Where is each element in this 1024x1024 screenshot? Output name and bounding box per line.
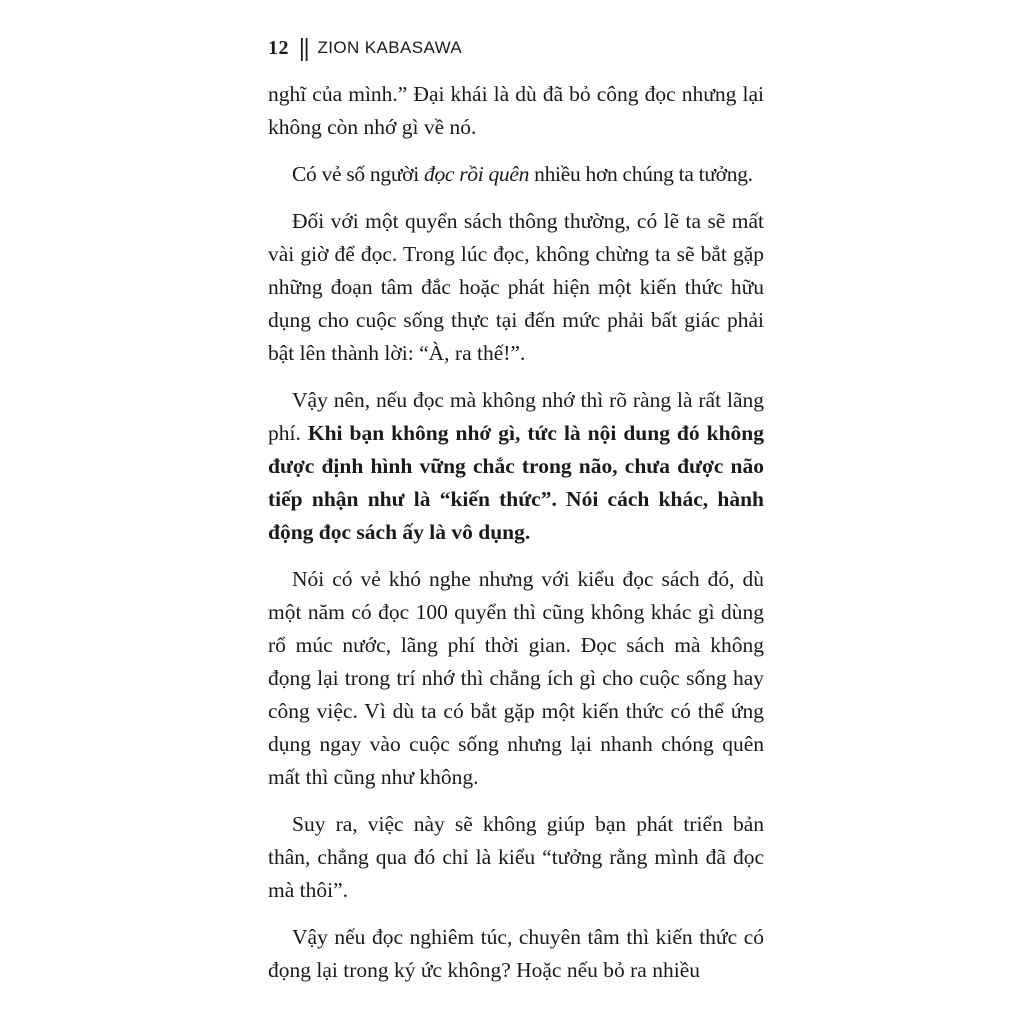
paragraph-4 — [268, 384, 764, 549]
paragraph-4-text: Vậy nên, nếu đọc mà không nhớ thì rõ ràng là rất lãng phí. — [268, 388, 764, 445]
paragraph-5: Nói có vẻ khó nghe nhưng với kiểu đọc sách đó, dù một năm có đọc 100 quyển thì cũng không khác gì dùng rổ múc nước, lãng phí thời gian. Đọc sách mà không đọng lại trong trí nhớ thì chẳng ích gì cho cuộc sống hay công việc. Vì dù ta có bắt gặp một kiến thức có thể ứng dụng ngay vào cuộc sống nhưng lại nhanh chóng quên mất thì cũng như không. — [268, 567, 764, 789]
paragraph-2-text: Có vẻ số người — [292, 162, 424, 186]
paragraph-2-text-end: nhiều hơn chúng ta tưởng. — [529, 162, 753, 186]
paragraph-7: Vậy nếu đọc nghiêm túc, chuyên tâm thì kiến thức có đọng lại trong ký ức không? Hoặc nếu bỏ ra nhiều — [268, 925, 764, 982]
page-body — [268, 78, 764, 987]
paragraph-6: Suy ra, việc này sẽ không giúp bạn phát triển bản thân, chẳng qua đó chỉ là kiểu “tưởng rằng mình đã đọc mà thôi”. — [268, 812, 764, 902]
bold-emphasis: Khi bạn không nhớ gì, tức là nội dung đó không được định hình vững chắc trong não, chưa được não tiếp nhận như là “kiến thức”. Nói cách khác, hành động đọc sách ấy là vô dụng. — [268, 421, 764, 544]
paragraph-2 — [268, 158, 764, 191]
page-number: 12 — [268, 36, 289, 59]
header-separator: || — [299, 33, 309, 62]
running-header — [268, 34, 462, 62]
paragraph-1: nghĩ của mình.” Đại khái là dù đã bỏ công đọc nhưng lại không còn nhớ gì về nó. — [268, 82, 764, 139]
paragraph-3: Đối với một quyển sách thông thường, có lẽ ta sẽ mất vài giờ để đọc. Trong lúc đọc, không chừng ta sẽ bắt gặp những đoạn tâm đắc hoặc phát hiện một kiến thức hữu dụng cho cuộc sống thực tại đến mức phải bất giác phải bật lên thành lời: “À, ra thế!”. — [268, 209, 764, 365]
author-name: ZION KABASAWA — [317, 38, 463, 57]
italic-phrase: đọc rồi quên — [424, 162, 530, 186]
